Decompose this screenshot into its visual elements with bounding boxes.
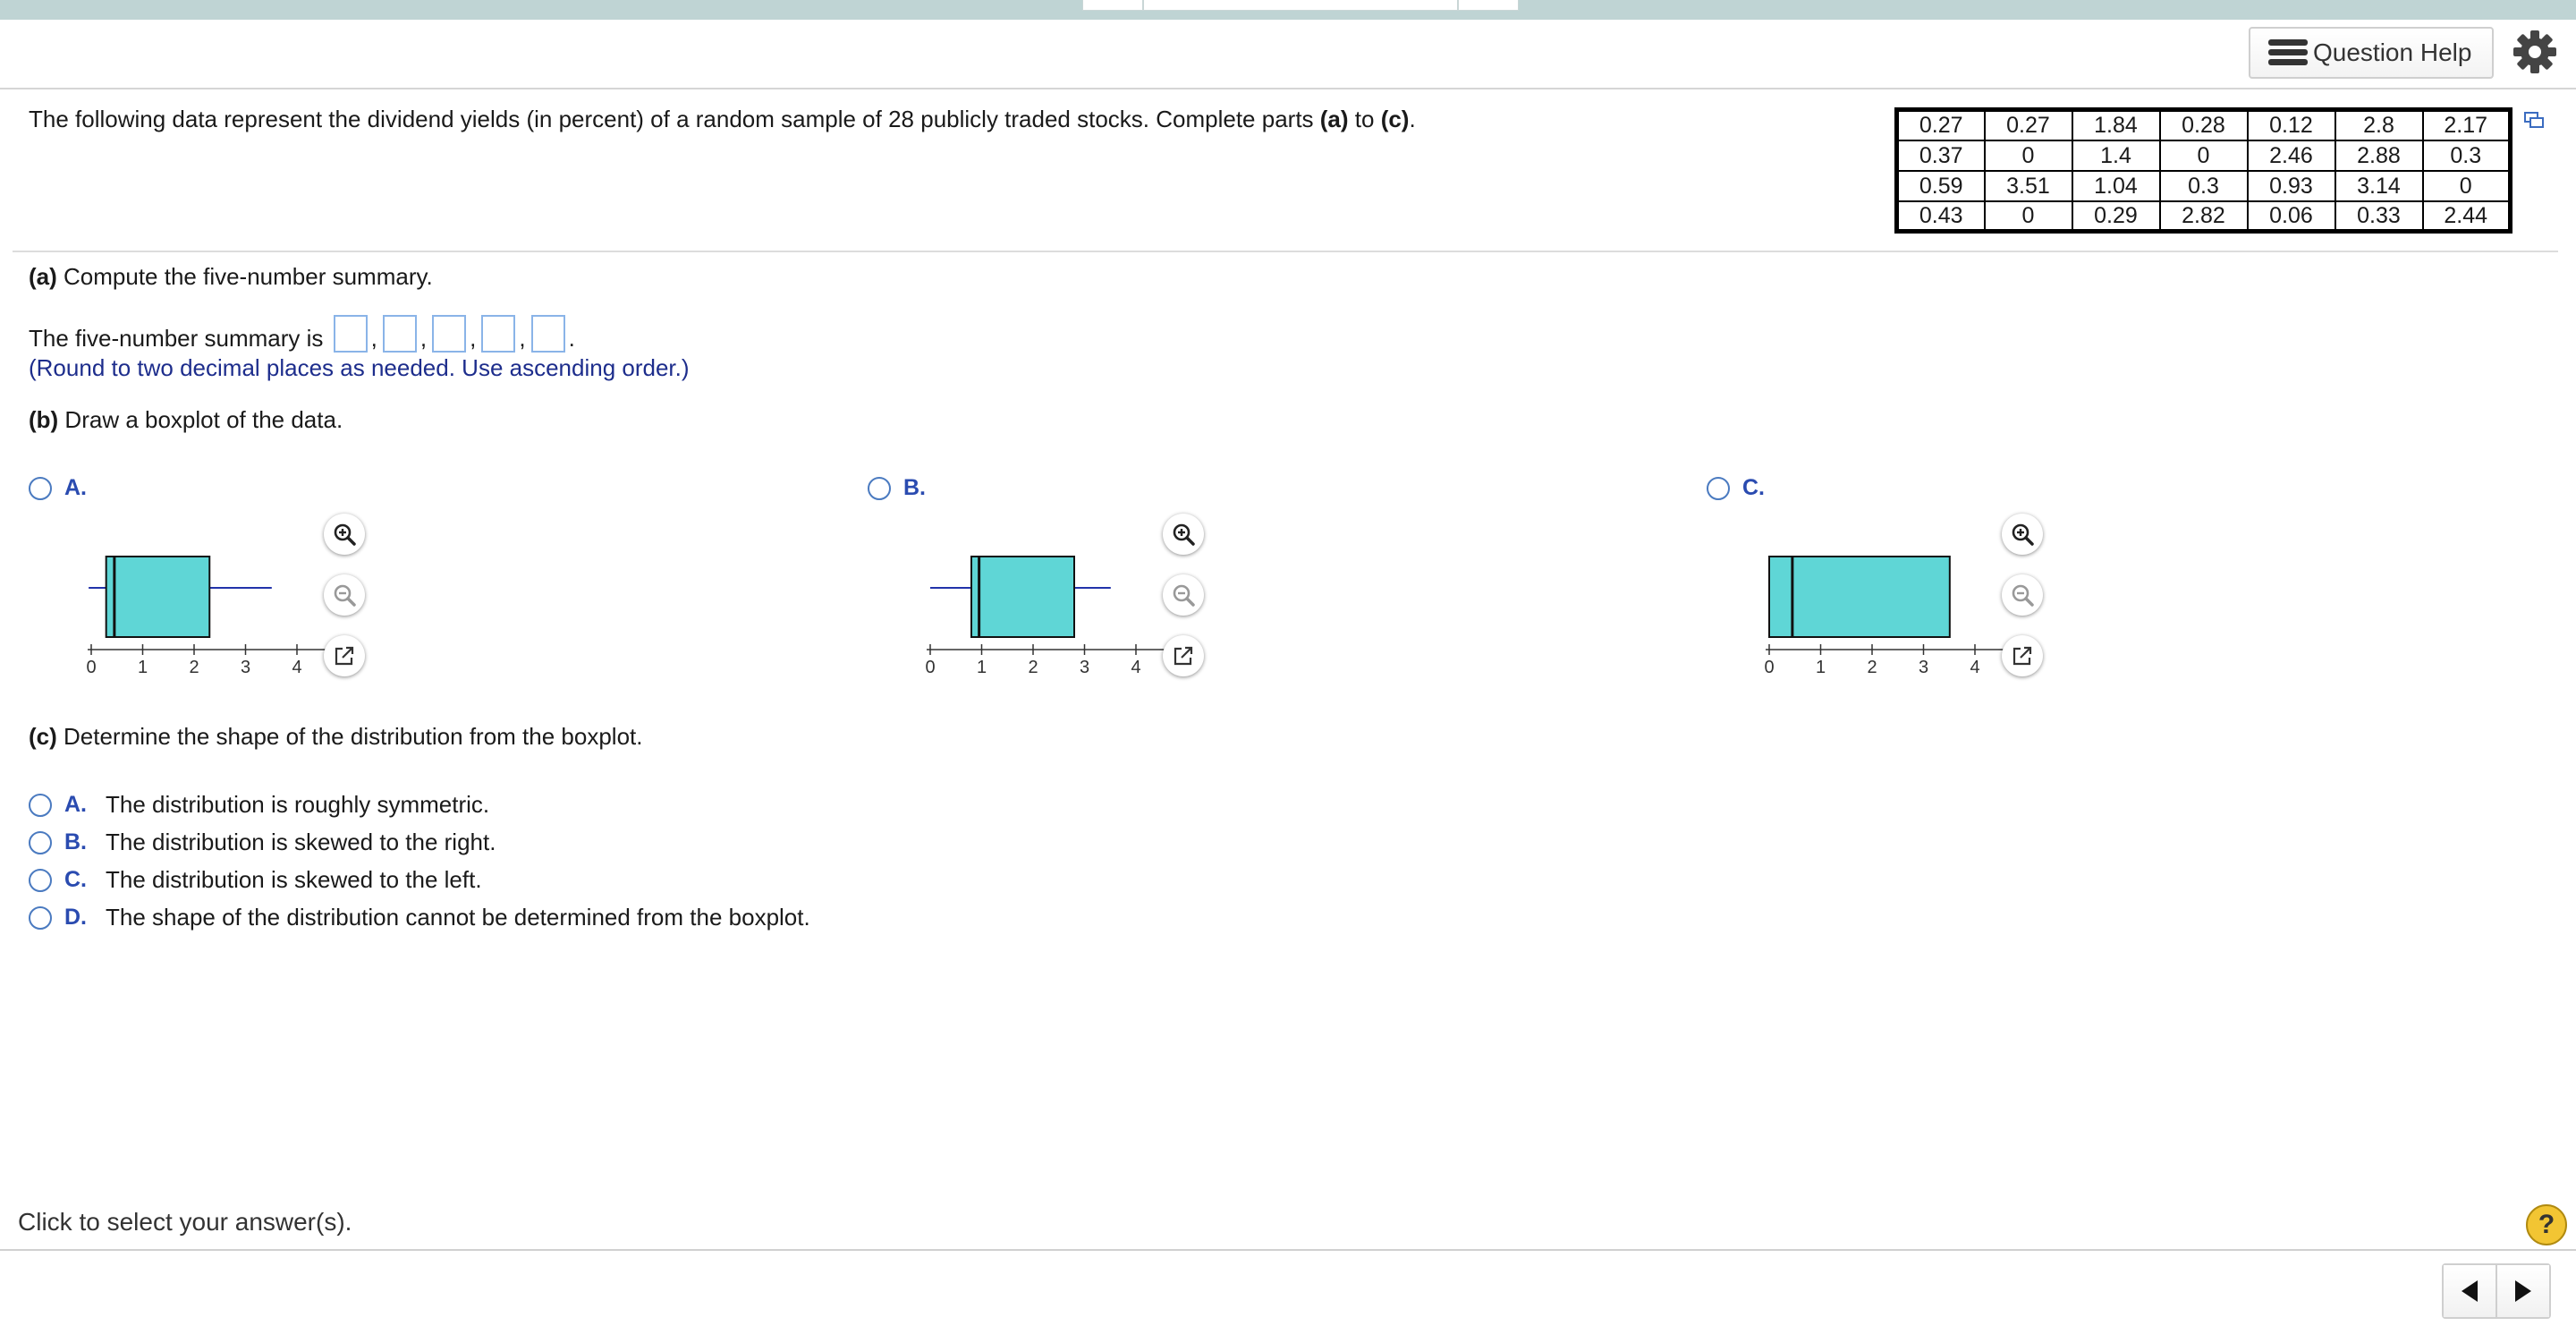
boxplot-option-1[interactable] (29, 475, 87, 501)
choice-letter: C. (64, 867, 87, 892)
choice-text: The distribution is skewed to the left. (106, 866, 482, 893)
tick-label: 1 (976, 658, 987, 677)
zoom-in-icon (2010, 522, 2035, 547)
boxplot-chart (903, 546, 1172, 680)
gear-icon[interactable] (2512, 29, 2558, 75)
tick-label: 3 (1918, 658, 1929, 677)
help-button[interactable]: ? (2526, 1204, 2567, 1245)
top-tab-left[interactable] (1082, 0, 1143, 11)
tick-label: 2 (1867, 658, 1877, 677)
boxplot-option-2[interactable] (868, 475, 926, 501)
popout-icon[interactable] (2524, 112, 2544, 128)
data-table-cell: 0 (1985, 140, 2072, 171)
answer-box-median[interactable] (432, 315, 466, 353)
answer-box-q3[interactable] (481, 315, 515, 353)
boxplot-box (1769, 557, 1950, 637)
section-divider (13, 251, 2558, 252)
top-tab-right[interactable] (1458, 0, 1519, 11)
zoom-out-button[interactable] (324, 574, 365, 616)
tick-label: 0 (86, 658, 97, 677)
external-link-icon (332, 643, 357, 668)
zoom-out-button[interactable] (2002, 574, 2043, 616)
zoom-in-button[interactable] (324, 514, 365, 555)
intro-text: The following data represent the dividend yields (in percent) of a random sample of 28 publicly traded stocks. Complete parts (a) to (c). (29, 106, 1416, 132)
data-table-cell: 0.06 (2248, 201, 2335, 232)
boxplot-chart (1742, 546, 2011, 680)
option-letter: A. (64, 475, 87, 500)
answer-box-min[interactable] (334, 315, 368, 353)
data-table-cell: 0.3 (2160, 171, 2248, 201)
external-link-icon (1171, 643, 1196, 668)
data-table-cell: 2.46 (2248, 140, 2335, 171)
zoom-in-button[interactable] (1163, 514, 1204, 555)
part-b-heading: (b) Draw a boxplot of the data. (29, 406, 343, 433)
summary-prefix: The five-number summary is (29, 325, 324, 352)
tick-label: 2 (1028, 658, 1038, 677)
data-table-cell: 1.04 (2072, 171, 2160, 201)
data-table-cell: 2.88 (2335, 140, 2423, 171)
choice-text: The distribution is roughly symmetric. (106, 791, 490, 818)
tick-label: 4 (1970, 658, 1980, 677)
popout-button[interactable] (324, 635, 365, 676)
previous-button[interactable] (2444, 1265, 2496, 1317)
part-c-heading: (c) Determine the shape of the distribution from the boxplot. (29, 723, 643, 750)
external-link-icon (2010, 643, 2035, 668)
radio-button[interactable] (29, 794, 52, 817)
option-letter: C. (1742, 475, 1765, 500)
tick-label: 4 (292, 658, 302, 677)
choice-text: The shape of the distribution cannot be determined from the boxplot. (106, 904, 810, 931)
boxplot-box (106, 557, 210, 637)
data-table-cell: 2.8 (2335, 110, 2423, 140)
question-help-button[interactable] (2249, 27, 2494, 79)
shape-choice-a[interactable] (29, 791, 489, 819)
data-table-cell: 0 (1985, 201, 2072, 232)
choice-text: The distribution is skewed to the right. (106, 829, 496, 855)
data-table-cell: 2.82 (2160, 201, 2248, 232)
radio-button[interactable] (868, 477, 891, 500)
data-table-cell: 0.43 (1897, 201, 1985, 232)
triangle-left-icon (2460, 1279, 2479, 1303)
data-table-cell: 0.3 (2423, 140, 2511, 171)
data-table-cell: 0 (2423, 171, 2511, 201)
zoom-in-icon (332, 522, 357, 547)
zoom-in-icon (1171, 522, 1196, 547)
data-table-row (1897, 110, 2511, 140)
data-table-cell: 0.28 (2160, 110, 2248, 140)
next-button[interactable] (2496, 1265, 2549, 1317)
tick-label: 0 (1764, 658, 1775, 677)
radio-button[interactable] (29, 477, 52, 500)
data-table-cell: 0.27 (1985, 110, 2072, 140)
footer-status: Click to select your answer(s). (18, 1208, 352, 1236)
zoom-out-button[interactable] (1163, 574, 1204, 616)
tick-label: 1 (137, 658, 148, 677)
zoom-out-icon (2010, 582, 2035, 608)
data-table-cell: 0 (2160, 140, 2248, 171)
zoom-out-icon (332, 582, 357, 608)
zoom-out-icon (1171, 582, 1196, 608)
data-table-cell: 3.14 (2335, 171, 2423, 201)
zoom-in-button[interactable] (2002, 514, 2043, 555)
popout-button[interactable] (2002, 635, 2043, 676)
list-icon (2268, 39, 2308, 66)
navigation-buttons (2442, 1263, 2551, 1319)
tick-label: 0 (925, 658, 936, 677)
tick-label: 4 (1131, 658, 1141, 677)
shape-choice-d[interactable] (29, 904, 810, 931)
data-table-cell: 0.27 (1897, 110, 1985, 140)
tick-label: 3 (1079, 658, 1090, 677)
tick-label: 2 (189, 658, 199, 677)
tick-label: 1 (1815, 658, 1826, 677)
rounding-note: (Round to two decimal places as needed. Use ascending order.) (29, 354, 690, 381)
question-help-label: Question Help (2313, 38, 2472, 66)
boxplot-chart (64, 546, 333, 680)
data-table-cell: 1.84 (2072, 110, 2160, 140)
radio-button[interactable] (1707, 477, 1730, 500)
data-table (1894, 107, 2512, 234)
data-table-cell: 1.4 (2072, 140, 2160, 171)
data-table-cell: 0.37 (1897, 140, 1985, 171)
shape-choice-c[interactable] (29, 866, 482, 894)
popout-button[interactable] (1163, 635, 1204, 676)
data-table-row (1897, 140, 2511, 171)
data-table-cell: 2.44 (2423, 201, 2511, 232)
data-table-cell: 2.17 (2423, 110, 2511, 140)
data-table-row (1897, 171, 2511, 201)
data-table-cell: 3.51 (1985, 171, 2072, 201)
boxplot-option-3[interactable] (1707, 475, 1765, 501)
tick-label: 3 (240, 658, 251, 677)
top-tab-center[interactable] (1143, 0, 1458, 11)
answer-box-max[interactable] (531, 315, 565, 353)
option-letter: B. (903, 475, 926, 500)
five-number-summary-row: The five-number summary is , , , , . (29, 315, 577, 353)
boxplot-box (971, 557, 1074, 637)
choice-letter: D. (64, 905, 87, 930)
radio-button[interactable] (29, 831, 52, 854)
data-table-cell: 0.12 (2248, 110, 2335, 140)
part-a-heading: (a) Compute the five-number summary. (29, 263, 433, 290)
data-table-row (1897, 201, 2511, 232)
data-table-cell: 0.59 (1897, 171, 1985, 201)
radio-button[interactable] (29, 869, 52, 892)
triangle-right-icon (2513, 1279, 2533, 1303)
choice-letter: A. (64, 792, 87, 817)
top-strip (0, 0, 2576, 20)
data-table-cell: 0.33 (2335, 201, 2423, 232)
footer-divider (0, 1249, 2576, 1251)
shape-choice-b[interactable] (29, 829, 496, 856)
data-table-cell: 0.29 (2072, 201, 2160, 232)
radio-button[interactable] (29, 906, 52, 930)
choice-letter: B. (64, 829, 87, 854)
data-table-cell: 0.93 (2248, 171, 2335, 201)
answer-box-q1[interactable] (383, 315, 417, 353)
header-divider (0, 88, 2576, 89)
